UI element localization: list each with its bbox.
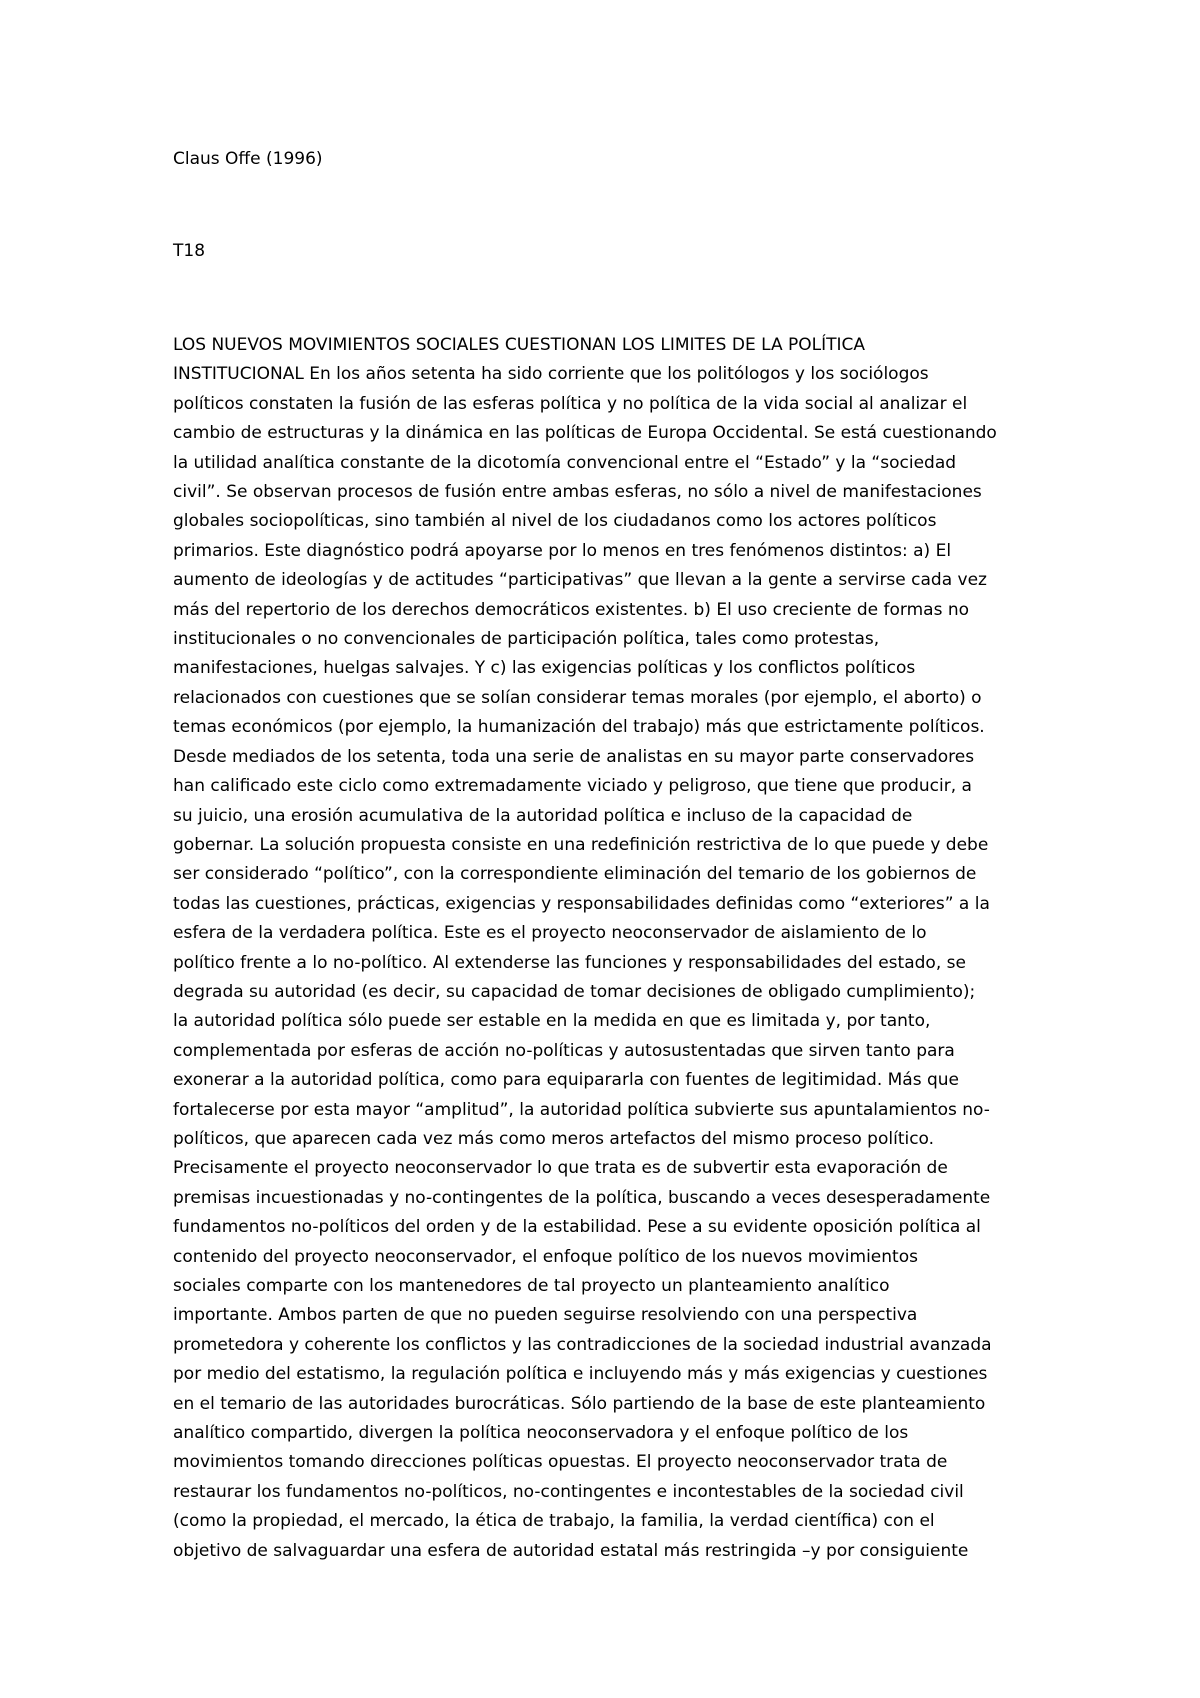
text-line: prometedora y coherente los conflictos y las contradicciones de la sociedad industrial avanzada (173, 1334, 992, 1355)
body-text (173, 331, 1043, 1566)
text-line: su juicio, una erosión acumulativa de la autoridad política e incluso de la capacidad de (173, 805, 913, 826)
text-line: exonerar a la autoridad política, como para equipararla con fuentes de legitimidad. Más que (173, 1070, 960, 1091)
text-line: cambio de estructuras y la dinámica en las políticas de Europa Occidental. Se está cuestionando (173, 423, 997, 444)
text-line: gobernar. La solución propuesta consiste en una redefinición restrictiva de lo que puede y debe (173, 834, 989, 855)
text-line: la autoridad política sólo puede ser estable en la medida en que es limitada y, por tanto, (173, 1011, 931, 1032)
text-line: esfera de la verdadera política. Este es el proyecto neoconservador de aislamiento de lo (173, 923, 927, 944)
text-line: analítico compartido, divergen la política neoconservadora y el enfoque político de los (173, 1423, 909, 1444)
text-line: Desde mediados de los setenta, toda una serie de analistas en su mayor parte conservadores (173, 746, 975, 767)
text-line: restaurar los fundamentos no-políticos, no-contingentes e incontestables de la sociedad civil (173, 1481, 964, 1502)
text-line: premisas incuestionadas y no-contingentes de la política, buscando a veces desesperadamente (173, 1187, 991, 1208)
text-line: degrada su autoridad (es decir, su capacidad de tomar decisiones de obligado cumplimiento); (173, 981, 976, 1002)
text-line: globales sociopolíticas, sino también al nivel de los ciudadanos como los actores políticos (173, 511, 937, 532)
text-line: político frente a lo no-político. Al extenderse las funciones y responsabilidades del estado, se (173, 952, 966, 973)
text-line: han calificado este ciclo como extremadamente viciado y peligroso, que tiene que producir, a (173, 776, 972, 797)
document-code: T18 (173, 241, 206, 261)
text-line: LOS NUEVOS MOVIMIENTOS SOCIALES CUESTIONAN LOS LIMITES DE LA POLÍTICA (173, 335, 865, 355)
text-line: fundamentos no-políticos del orden y de la estabilidad. Pese a su evidente oposición política al (173, 1217, 981, 1238)
text-line: civil”. Se observan procesos de fusión entre ambas esferas, no sólo a nivel de manifestaciones (173, 482, 982, 503)
text-line: por medio del estatismo, la regulación política e incluyendo más y más exigencias y cuestiones (173, 1364, 988, 1385)
text-line: primarios. Este diagnóstico podrá apoyarse por lo menos en tres fenómenos distintos: a) El (173, 540, 952, 561)
text-line: movimientos tomando direcciones políticas opuestas. El proyecto neoconservador trata de (173, 1452, 948, 1473)
text-line: aumento de ideologías y de actitudes “participativas” que llevan a la gente a servirse cada vez (173, 570, 987, 591)
text-line: más del repertorio de los derechos democráticos existentes. b) El uso creciente de formas no (173, 599, 970, 620)
text-line: importante. Ambos parten de que no pueden seguirse resolviendo con una perspectiva (173, 1305, 918, 1326)
text-line: institucionales o no convencionales de participación política, tales como protestas, (173, 629, 880, 650)
text-line: temas económicos (por ejemplo, la humanización del trabajo) más que estrictamente políticos. (173, 717, 985, 738)
text-line: fortalecerse por esta mayor “amplitud”, la autoridad política subvierte sus apuntalamientos no- (173, 1099, 990, 1120)
text-line: ser considerado “político”, con la correspondiente eliminación del temario de los gobiernos de (173, 864, 977, 885)
text-line: complementada por esferas de acción no-políticas y autosustentadas que sirven tanto para (173, 1040, 955, 1061)
text-line: políticos, que aparecen cada vez más como meros artefactos del mismo proceso político. (173, 1128, 935, 1149)
text-line: objetivo de salvaguardar una esfera de autoridad estatal más restringida –y por consiguiente (173, 1540, 969, 1561)
text-line: todas las cuestiones, prácticas, exigencias y responsabilidades definidas como “exteriores” a la (173, 893, 990, 914)
text-line: sociales comparte con los mantenedores de tal proyecto un planteamiento analítico (173, 1276, 890, 1296)
text-line: (como la propiedad, el mercado, la ética de trabajo, la familia, la verdad científica) con el (173, 1511, 935, 1532)
text-line: manifestaciones, huelgas salvajes. Y c) las exigencias políticas y los conflictos políticos (173, 658, 916, 679)
text-line: relacionados con cuestiones que se solían considerar temas morales (por ejemplo, el aborto) o (173, 687, 982, 708)
text-line: políticos constaten la fusión de las esferas política y no política de la vida social al analizar el (173, 393, 968, 414)
text-line: INSTITUCIONAL En los años setenta ha sido corriente que los politólogos y los sociólogos (173, 364, 929, 385)
author-line: Claus Offe (1996) (173, 149, 323, 169)
text-line: en el temario de las autoridades burocráticas. Sólo partiendo de la base de este planteamiento (173, 1393, 986, 1414)
text-line: contenido del proyecto neoconservador, el enfoque político de los nuevos movimientos (173, 1246, 918, 1267)
text-line: la utilidad analítica constante de la dicotomía convencional entre el “Estado” y la “sociedad (173, 452, 957, 473)
text-line: Precisamente el proyecto neoconservador lo que trata es de subvertir esta evaporación de (173, 1158, 948, 1179)
